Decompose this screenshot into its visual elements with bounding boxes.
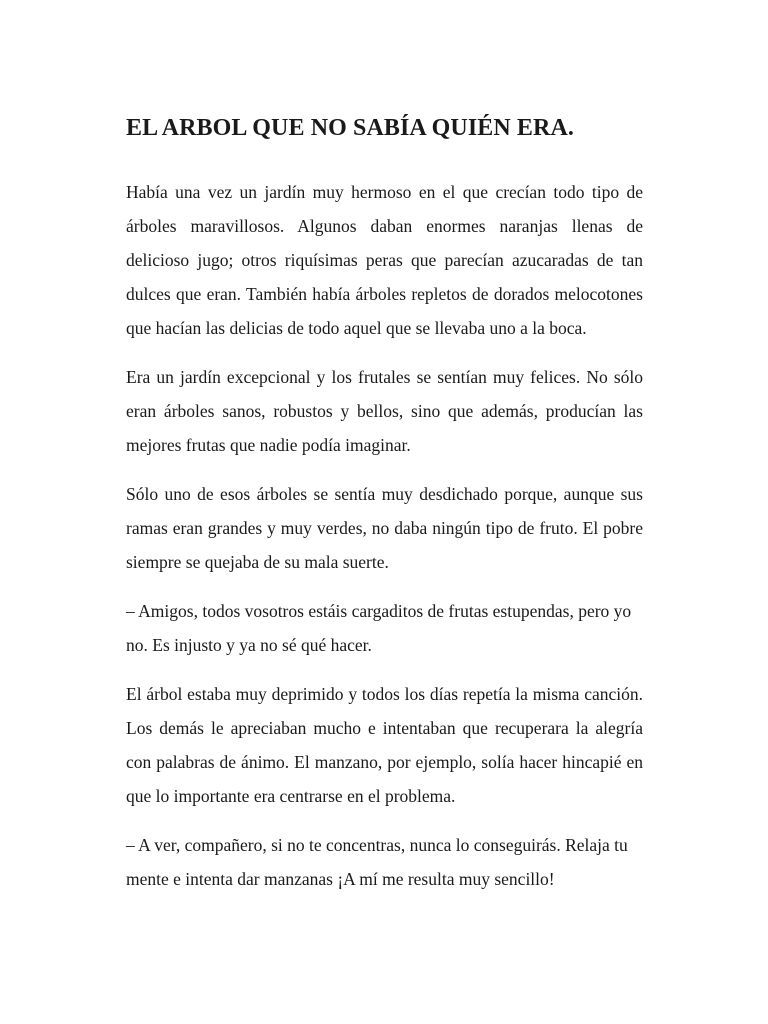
paragraph-6: – A ver, compañero, si no te concentras, nunca lo conseguirás. Relaja tu mente e intenta dar manzanas ¡A mí me resulta muy sencillo! — [126, 835, 628, 889]
paragraph-1: Había una vez un jardín muy hermoso en el que crecían todo tipo de árboles maravillosos. Algunos daban enormes naranjas llenas de delicioso jugo; otros riquísimas peras que parecían azucaradas de tan dulces que eran. También había árboles repletos de dorados melocotones que hacían las delicias de todo aquel que se llevaba uno a la boca. — [126, 182, 643, 338]
paragraph-2: Era un jardín excepcional y los frutales se sentían muy felices. No sólo eran árboles sanos, robustos y bellos, sino que además, producían las mejores frutas que nadie podía imaginar. — [126, 367, 643, 455]
document-title: EL ARBOL QUE NO SABÍA QUIÉN ERA. — [126, 115, 574, 141]
paragraph-3: Sólo uno de esos árboles se sentía muy desdichado porque, aunque sus ramas eran grandes y muy verdes, no daba ningún tipo de fruto. El pobre siempre se quejaba de su mala suerte. — [126, 484, 643, 572]
paragraph-4: – Amigos, todos vosotros estáis cargaditos de frutas estupendas, pero yo no. Es injusto y ya no sé qué hacer. — [126, 601, 632, 655]
paragraph-5: El árbol estaba muy deprimido y todos los días repetía la misma canción. Los demás le apreciaban mucho e intentaban que recuperara la alegría con palabras de ánimo. El manzano, por ejemplo, solía hacer hincapié en que lo importante era centrarse en el problema. — [126, 684, 643, 806]
